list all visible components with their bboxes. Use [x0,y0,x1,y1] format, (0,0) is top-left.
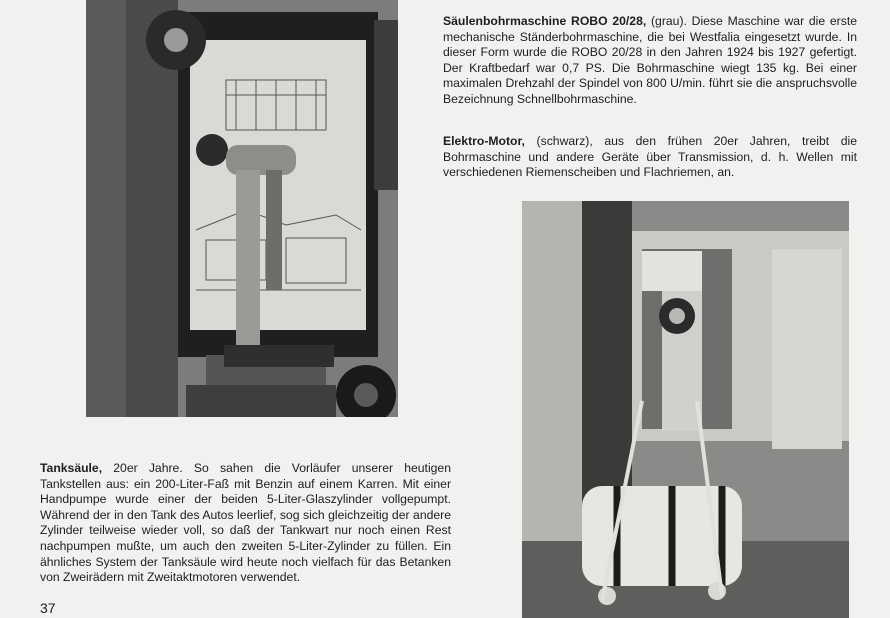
drill-press-photo [86,0,398,417]
fuel-pump-caption-body: 20er Jahre. So sahen die Vorläufer unserer heutigen Tankstellen aus: ein 200-Liter-Faß mit Benzin auf einem Karren. Mit einer Handpumpe wurde einer der beiden 5-Liter-Glaszylinder vollgepumpt. Während der in den Tank des Autos leerlief, sog sich gleichzeitig der andere Zylinder teilweise wieder voll, so daß der Tankwart nur noch einen Rest nachpumpen mußte, um auch den zweiten 5-Liter-Zylinder zu füllen. Ein ähnliches System der Tanksäule wird heute noch vielfach für das Betanken von Zweirädern mit Zweitaktmotoren verwendet. [40,461,451,585]
fuel-pump-caption-title: Tanksäule, [40,461,103,475]
fuel-pump-photo [522,201,849,618]
electric-motor-caption [443,134,857,181]
fuel-pump-caption [40,461,451,586]
page-number: 37 [40,600,56,616]
drill-press-caption-body: (grau). Diese Maschine war die erste mechanische Ständerbohrmaschine, die bei Westfalia eingesetzt wurde. In dieser Form wurde die ROBO 20/28 in den Jahren 1924 bis 1927 gefertigt. Der Kraftbedarf war 0,7 PS. Die Bohrmaschine wiegt 135 kg. Bei einer maximalen Drehzahl der Spindel von 800 U/min. führt sie die anspruchsvolle Bezeichnung Schnellbohrmaschine. [443,14,858,106]
electric-motor-caption-body: (schwarz), aus den frühen 20er Jahren, treibt die Bohrmaschine und andere Geräte über Transmission, d. h. Wellen mit verschiedenen Riemenscheiben und Flachriemen, an. [443,134,857,180]
drill-press-caption [443,14,857,108]
electric-motor-caption-title: Elektro-Motor, [443,134,525,148]
drill-press-caption-title: Säulenbohrmaschine ROBO 20/28, [443,14,647,28]
